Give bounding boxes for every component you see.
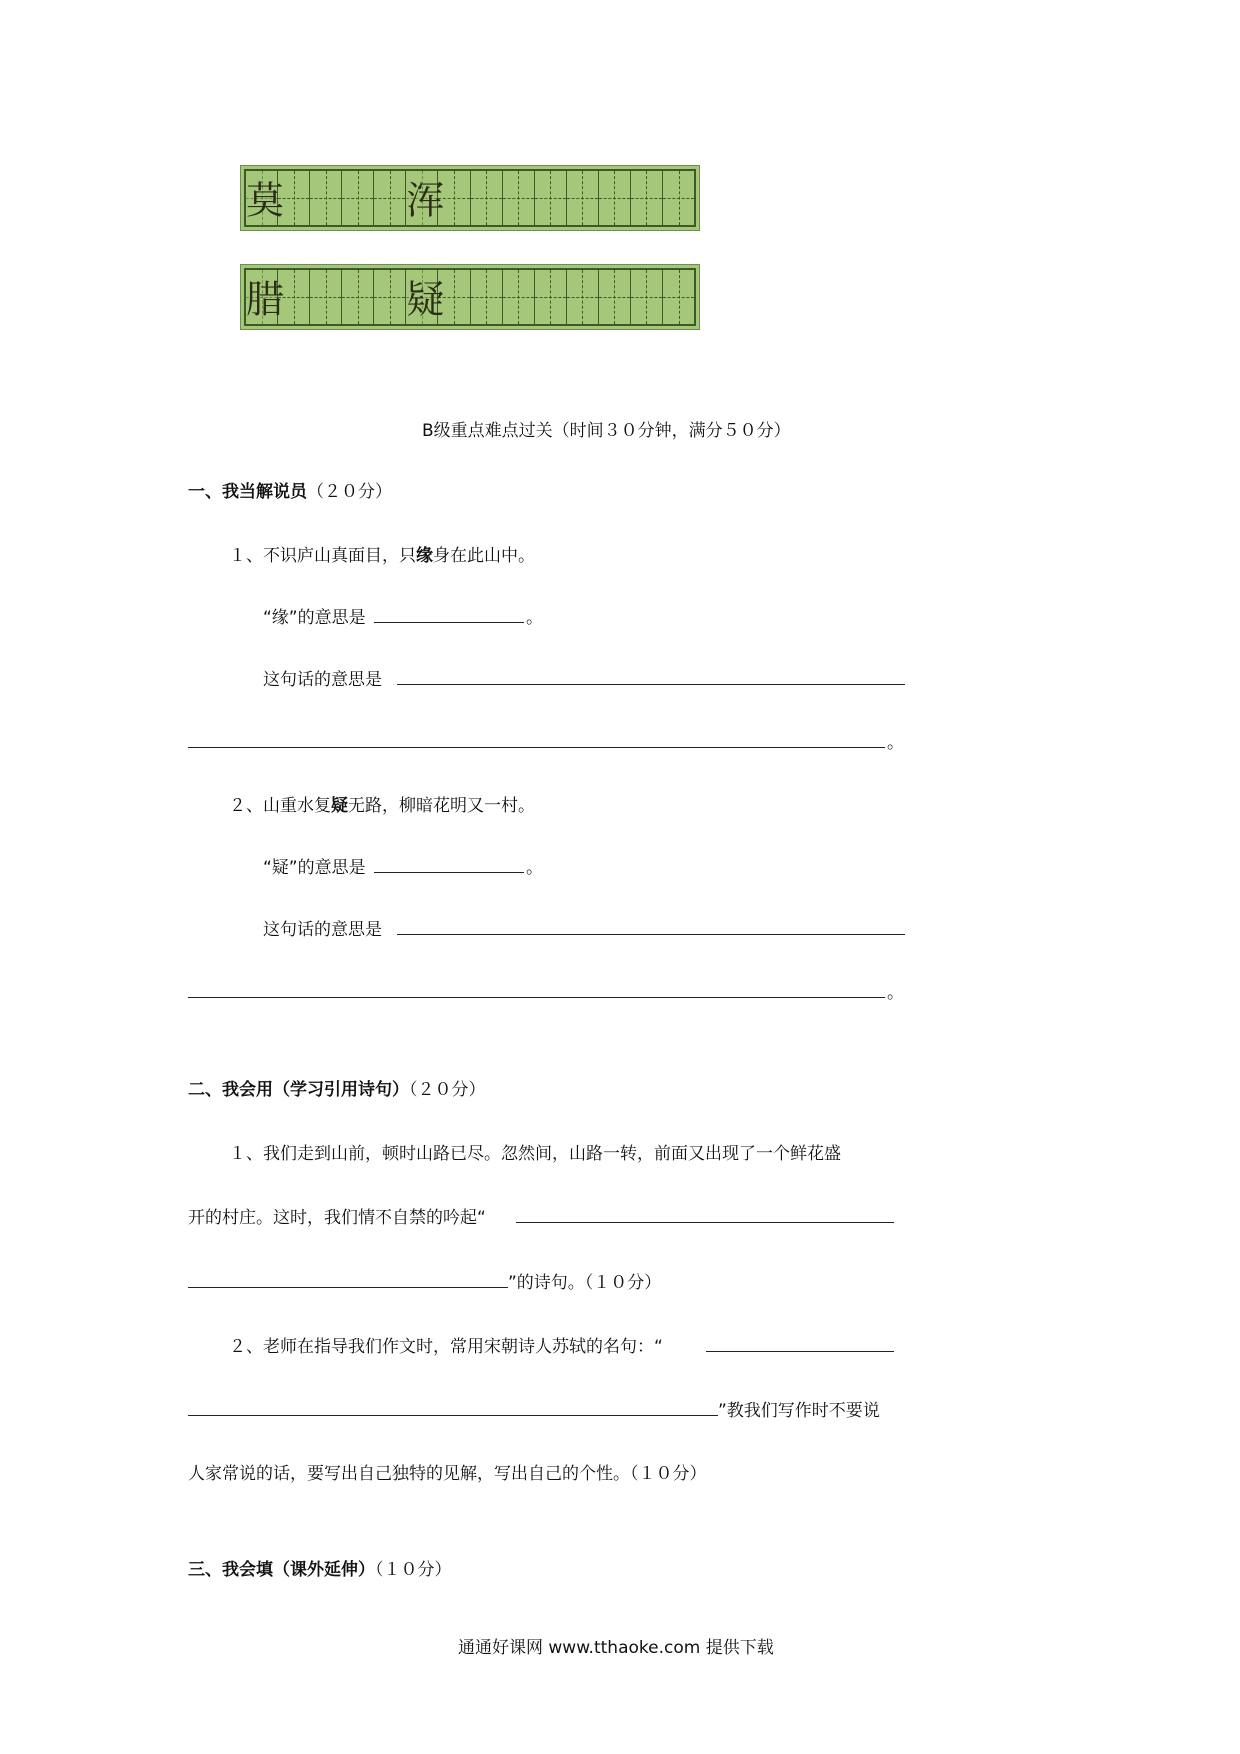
part3-heading-row — [188, 1555, 452, 1580]
grid-char: 莫 — [246, 178, 285, 223]
grid-cell — [342, 171, 374, 225]
part2-q1-blank-2[interactable] — [188, 1287, 508, 1288]
grid-cell — [663, 270, 694, 324]
grid-cell — [567, 270, 599, 324]
grid-cell — [599, 171, 631, 225]
part1-q2-sentence-blank-1[interactable] — [397, 934, 905, 935]
grid-cell — [246, 171, 285, 225]
part1-q1-sentence-prompt: 这句话的意思是 — [263, 670, 382, 690]
grid-cell — [567, 171, 599, 225]
part1-heading-row — [188, 477, 392, 502]
part2-q1-line2: 开的村庄。这时，我们情不自禁的吟起“ — [188, 1208, 486, 1228]
part1-q2-sentence-blank-2[interactable] — [188, 997, 885, 998]
part2-q2-line1: ２、老师在指导我们作文时，常用宋朝诗人苏轼的名句：“ — [229, 1337, 663, 1357]
grid-cell — [471, 270, 503, 324]
grid-cell — [631, 270, 663, 324]
grid-cell — [535, 171, 567, 225]
grid-cell — [374, 270, 406, 324]
part1-q2-word-blank[interactable] — [374, 872, 524, 873]
practice-grid-2 — [240, 264, 700, 330]
part1-q1-text: １、不识庐山真面目，只缘身在此山中。 — [229, 546, 535, 566]
part1-q2-sentence-prompt: 这句话的意思是 — [263, 920, 382, 940]
grid-cell — [535, 270, 567, 324]
part1-q2-sentence-end: 。 — [887, 983, 904, 1003]
part2-q2-line3: 人家常说的话，要写出自己独特的见解，写出自己的个性。（１０分） — [188, 1464, 707, 1484]
section-title: B级重点难点过关（时间３０分钟，满分５０分） — [422, 421, 791, 441]
part1-heading: 一、我当解说员 — [188, 482, 307, 502]
part1-q2-text: ２、山重水复疑无路，柳暗花明又一村。 — [229, 796, 535, 816]
part3-heading: 三、我会填（课外延伸） — [188, 1560, 375, 1580]
grid-char: 浑 — [406, 178, 445, 223]
part2-heading-row — [188, 1075, 486, 1100]
grid-cell — [663, 171, 694, 225]
part3-score: （１０分） — [375, 1560, 452, 1580]
grid-cell — [503, 171, 535, 225]
part1-q1-word-end: 。 — [526, 608, 543, 628]
part2-q2-blank-2[interactable] — [188, 1415, 718, 1416]
grid-cell — [406, 270, 445, 324]
part2-heading: 二、我会用（学习引用诗句） — [188, 1080, 409, 1100]
part1-score: （２０分） — [307, 482, 392, 502]
grid-cell — [310, 270, 342, 324]
grid-char: 疑 — [406, 277, 445, 322]
part2-score: （２０分） — [409, 1080, 486, 1100]
part1-q1-sentence-end: 。 — [887, 733, 904, 753]
grid-char: 腊 — [246, 277, 285, 322]
grid-cell — [246, 270, 285, 324]
part1-q1-word-prompt: “缘”的意思是 — [263, 608, 366, 628]
part2-q1-line1: １、我们走到山前，顿时山路已尽。忽然间，山路一转，前面又出现了一个鲜花盛 — [229, 1144, 841, 1164]
part1-q2-word-end: 。 — [526, 858, 543, 878]
practice-grid-1 — [240, 165, 700, 231]
grid-cell — [471, 171, 503, 225]
grid-cell — [342, 270, 374, 324]
part1-q2-word-prompt: “疑”的意思是 — [263, 858, 366, 878]
grid-cell — [310, 171, 342, 225]
grid-cell — [374, 171, 406, 225]
page-footer: 通通好课网 www.tthaoke.com 提供下载 — [458, 1638, 774, 1658]
grid-cell — [599, 270, 631, 324]
grid-cell — [406, 171, 445, 225]
part2-q1-blank-1[interactable] — [516, 1222, 894, 1223]
part2-q2-blank-1[interactable] — [706, 1351, 894, 1352]
part1-q1-sentence-blank-2[interactable] — [188, 747, 885, 748]
part2-q2-line2-end: ”教我们写作时不要说 — [718, 1401, 880, 1421]
part1-q1-sentence-blank-1[interactable] — [397, 684, 905, 685]
grid-cell — [503, 270, 535, 324]
part2-q1-line3-end: ”的诗句。（１０分） — [508, 1273, 662, 1293]
part1-q1-word-blank[interactable] — [374, 622, 524, 623]
grid-cell — [631, 171, 663, 225]
